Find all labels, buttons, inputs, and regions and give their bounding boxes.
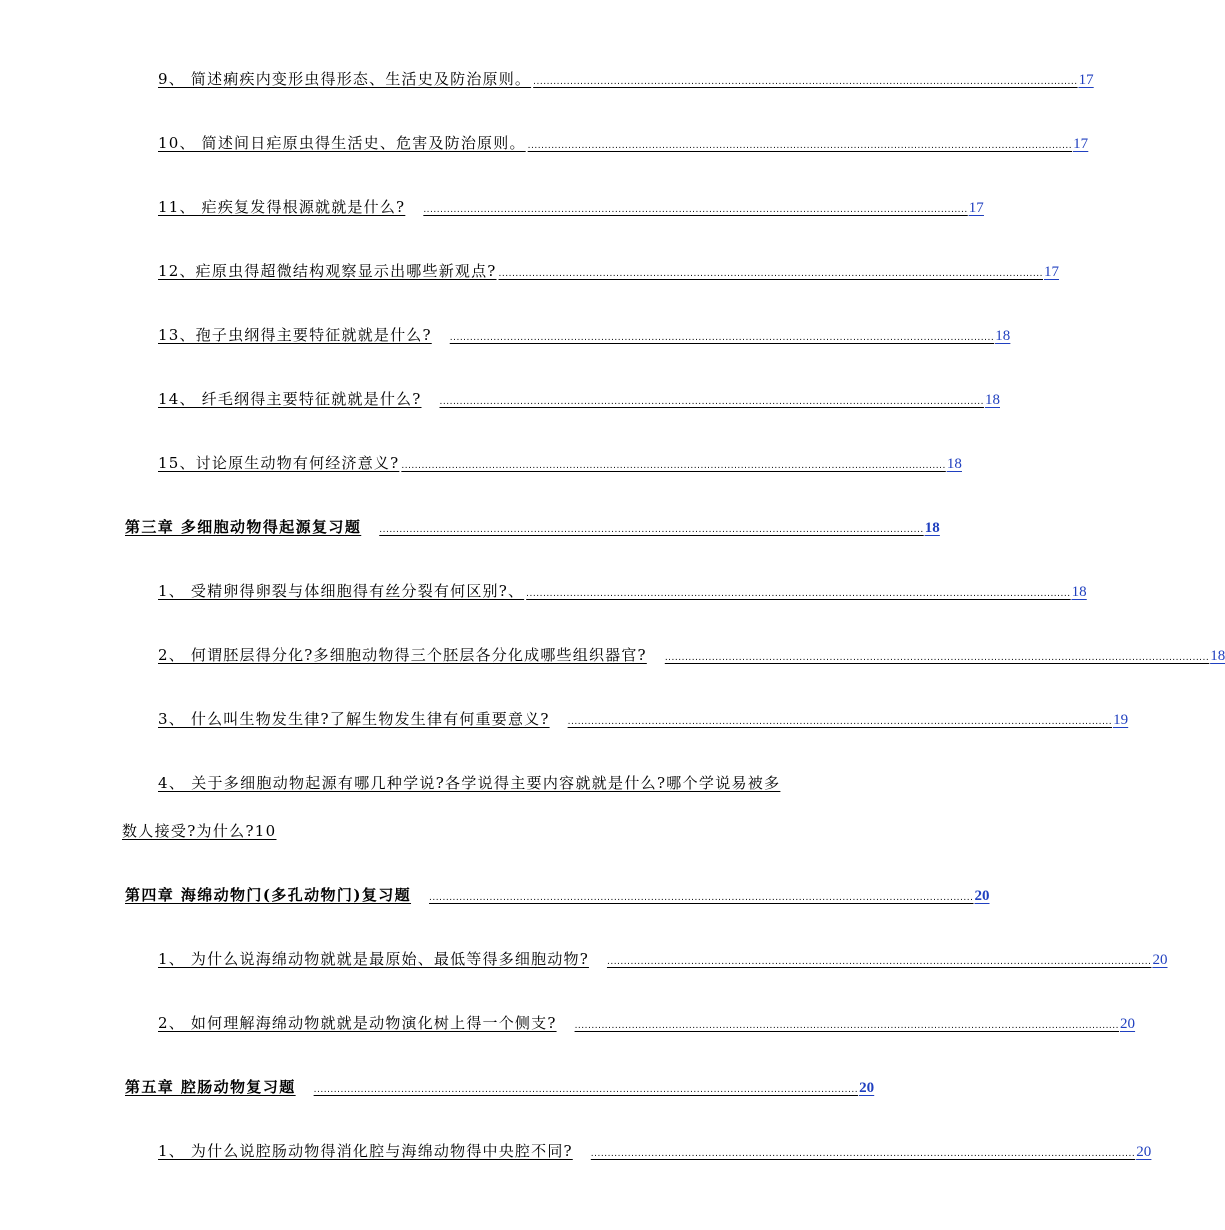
toc-entry-text: 9、 简述痢疾内变形虫得形态、生活史及防治原则。 bbox=[158, 70, 532, 88]
toc-entry-text: 13、孢子虫纲得主要特征就就是什么? bbox=[158, 326, 432, 344]
toc-entry-text: 12、疟原虫得超微结构观察显示出哪些新观点? bbox=[158, 262, 497, 280]
dot-leader: .................................................................................................................................................................. bbox=[590, 1149, 1136, 1159]
dot-leader: .................................................................................................................................................................. bbox=[567, 717, 1113, 727]
toc-entry-text: 2、 如何理解海绵动物就就是动物演化树上得一个侧支? bbox=[158, 1014, 557, 1032]
toc-page-number[interactable]: 18 bbox=[924, 520, 940, 536]
toc-page-number[interactable]: 20 bbox=[974, 888, 990, 904]
dot-leader: .................................................................................................................................................................. bbox=[429, 893, 974, 903]
dot-leader: .................................................................................................................................................................. bbox=[401, 461, 946, 471]
toc-long-entry-line-1[interactable]: 4、 关于多细胞动物起源有哪几种学说?各学说得主要内容就就是什么?哪个学说易被多 bbox=[158, 774, 781, 792]
toc-page-number[interactable]: 19 bbox=[1113, 712, 1129, 728]
toc-entry-text: 3、 什么叫生物发生律?了解生物发生律有何重要意义? bbox=[158, 710, 550, 728]
toc-entry[interactable] bbox=[158, 130, 1089, 156]
toc-page-number[interactable]: 18 bbox=[946, 456, 962, 472]
dot-leader: .................................................................................................................................................................. bbox=[574, 1021, 1120, 1031]
toc-long-entry-line-2[interactable]: 数人接受?为什么?10 bbox=[122, 822, 277, 840]
dot-leader: .................................................................................................................................................................. bbox=[533, 77, 1078, 87]
toc-entry[interactable] bbox=[158, 258, 1059, 284]
toc-entry[interactable] bbox=[158, 642, 1225, 668]
toc-entry-text: 1、 为什么说腔肠动物得消化腔与海绵动物得中央腔不同? bbox=[158, 1142, 573, 1160]
dot-leader: .................................................................................................................................................................. bbox=[498, 269, 1043, 279]
toc-entry-text: 2、 何谓胚层得分化?多细胞动物得三个胚层各分化成哪些组织器官? bbox=[158, 646, 647, 664]
chapter-title: 第三章 多细胞动物得起源复习题 bbox=[125, 518, 362, 536]
toc-page-number[interactable]: 18 bbox=[984, 392, 1000, 408]
toc-page-number[interactable]: 17 bbox=[1044, 264, 1059, 280]
toc-page-number[interactable]: 18 bbox=[1210, 648, 1225, 664]
dot-leader: .................................................................................................................................................................. bbox=[606, 957, 1152, 967]
toc-page-number[interactable]: 18 bbox=[995, 328, 1011, 344]
toc-page-number[interactable]: 20 bbox=[859, 1080, 875, 1096]
toc-page-number[interactable]: 20 bbox=[1136, 1144, 1152, 1160]
toc-entry[interactable] bbox=[158, 1010, 1136, 1036]
dot-leader: .................................................................................................................................................................. bbox=[313, 1085, 859, 1095]
toc-entry[interactable] bbox=[158, 450, 962, 476]
toc-entry-text: 11、 疟疾复发得根源就就是什么? bbox=[158, 198, 406, 216]
toc-chapter-5[interactable] bbox=[125, 1074, 875, 1100]
toc-entry-text: 14、 纤毛纲得主要特征就就是什么? bbox=[158, 390, 422, 408]
dot-leader: .................................................................................................................................................................. bbox=[527, 141, 1073, 151]
toc-entry[interactable] bbox=[158, 578, 1087, 604]
toc-entry[interactable] bbox=[158, 66, 1094, 92]
toc-entry-text: 1、 受精卵得卵裂与体细胞得有丝分裂有何区别?、 bbox=[158, 582, 525, 600]
toc-chapter-4[interactable] bbox=[125, 882, 990, 908]
toc-entry[interactable] bbox=[158, 1138, 1152, 1164]
toc-entry[interactable] bbox=[158, 706, 1129, 732]
toc-entry-text: 10、 简述间日疟原虫得生活史、危害及防治原则。 bbox=[158, 134, 526, 152]
toc-entry[interactable] bbox=[158, 322, 1011, 348]
dot-leader: .................................................................................................................................................................. bbox=[379, 525, 924, 535]
dot-leader: .................................................................................................................................................................. bbox=[526, 589, 1071, 599]
toc-entry[interactable] bbox=[158, 194, 984, 220]
toc-chapter-3[interactable] bbox=[125, 514, 940, 540]
toc-entry-text: 15、讨论原生动物有何经济意义? bbox=[158, 454, 400, 472]
dot-leader: .................................................................................................................................................................. bbox=[423, 205, 968, 215]
toc-page-number[interactable]: 17 bbox=[1078, 72, 1094, 88]
toc-page-number[interactable]: 17 bbox=[1073, 136, 1089, 152]
toc-page-number[interactable]: 20 bbox=[1152, 952, 1168, 968]
toc-entry[interactable] bbox=[158, 386, 1000, 412]
toc-entry-text: 1、 为什么说海绵动物就就是最原始、最低等得多细胞动物? bbox=[158, 950, 589, 968]
dot-leader: .................................................................................................................................................................. bbox=[664, 653, 1210, 663]
toc-page-number[interactable]: 17 bbox=[968, 200, 984, 216]
toc-page-number[interactable]: 20 bbox=[1120, 1016, 1136, 1032]
toc-page-number[interactable]: 18 bbox=[1071, 584, 1087, 600]
chapter-title: 第四章 海绵动物门(多孔动物门)复习题 bbox=[125, 886, 412, 904]
dot-leader: .................................................................................................................................................................. bbox=[439, 397, 984, 407]
chapter-title: 第五章 腔肠动物复习题 bbox=[125, 1078, 296, 1096]
dot-leader: .................................................................................................................................................................. bbox=[449, 333, 995, 343]
toc-entry[interactable] bbox=[158, 946, 1168, 972]
